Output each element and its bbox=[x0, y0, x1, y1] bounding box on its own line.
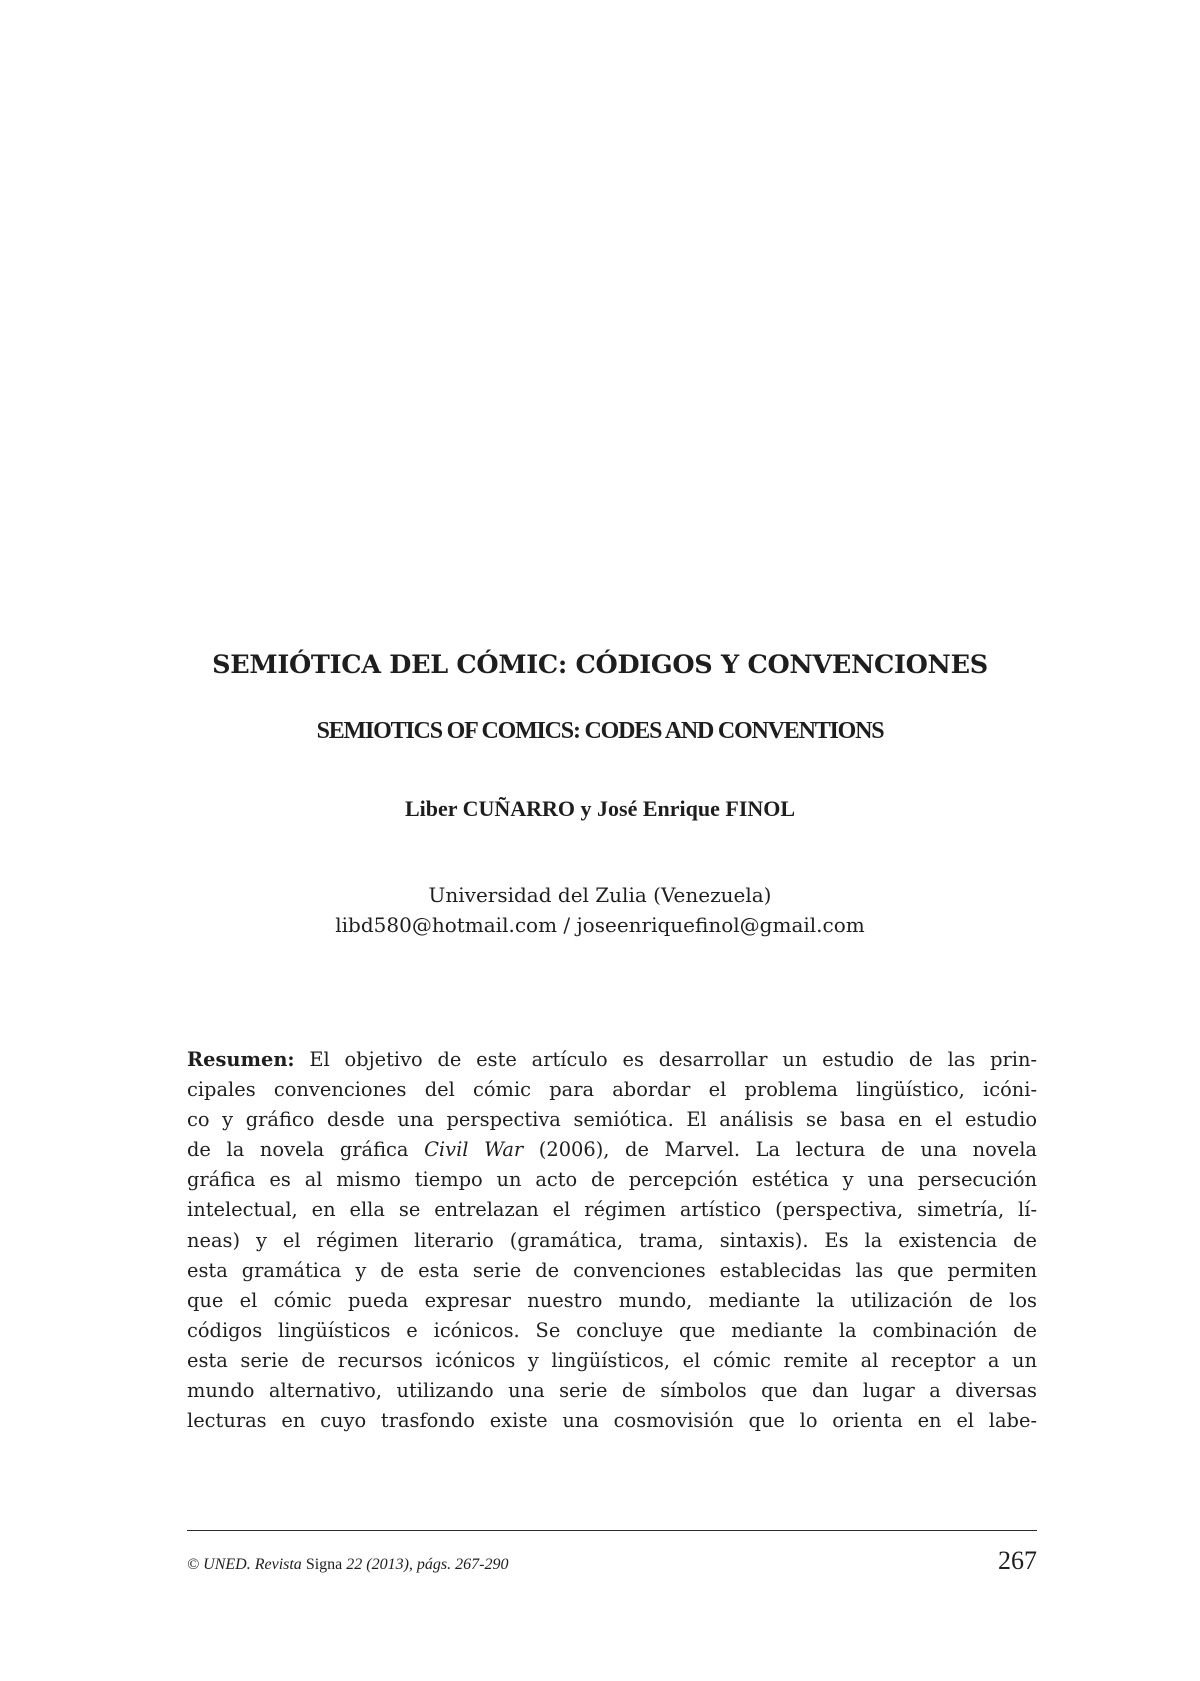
page-number: 267 bbox=[998, 1546, 1037, 1575]
author-emails: libd580@hotmail.com / joseenriquefinol@gmail.com bbox=[335, 913, 865, 937]
work-title: Civil War bbox=[424, 1138, 524, 1162]
abstract-line: esta serie de recursos icónicos y lingüísticos, el cómic remite al receptor a un bbox=[187, 1348, 1037, 1372]
citation-text: 22 (2013), págs. 267-290 bbox=[342, 1556, 509, 1573]
abstract-line: códigos lingüísticos e icónicos. Se concluye que mediante la combinación de bbox=[187, 1318, 1037, 1342]
article-title: SEMIÓTICA DEL CÓMIC: CÓDIGOS Y CONVENCIONES bbox=[212, 650, 988, 680]
abstract-label: Resumen: bbox=[187, 1048, 295, 1071]
footer-rule bbox=[187, 1530, 1037, 1531]
abstract-line: lecturas en cuyo trasfondo existe una cosmovisión que lo orienta en el labe- bbox=[187, 1409, 1037, 1433]
abstract-line: esta gramática y de esta serie de convenciones establecidas las que permiten bbox=[187, 1258, 1037, 1282]
article-subtitle: SEMIOTICS OF COMICS: CODES AND CONVENTIONS bbox=[316, 718, 884, 744]
abstract-text: (2006), de Marvel. La lectura de una novela bbox=[523, 1138, 1037, 1162]
abstract-line bbox=[187, 1135, 1037, 1165]
abstract-text: El objetivo de este artículo es desarrollar un estudio de las prin- bbox=[294, 1048, 1037, 1071]
affiliation-block bbox=[0, 880, 1200, 940]
abstract-line: neas) y el régimen literario (gramática, trama, sintaxis). Es la existencia de bbox=[187, 1228, 1037, 1252]
authors: Liber CUÑARRO y José Enrique FINOL bbox=[404, 796, 796, 821]
citation-text: © UNED. Revista bbox=[187, 1556, 306, 1573]
affiliation: Universidad del Zulia (Venezuela) bbox=[428, 883, 772, 907]
abstract-line: cipales convenciones del cómic para abordar el problema lingüístico, icóni- bbox=[187, 1078, 1037, 1102]
abstract-line bbox=[187, 1045, 1037, 1075]
abstract-line: mundo alternativo, utilizando una serie de símbolos que dan lugar a diversas bbox=[187, 1379, 1037, 1403]
abstract bbox=[187, 1045, 1037, 1436]
abstract-text: de la novela gráfica bbox=[187, 1138, 425, 1162]
journal-name: Signa bbox=[305, 1556, 343, 1573]
abstract-line: gráfica es al mismo tiempo un acto de percepción estética y una persecución bbox=[187, 1168, 1037, 1192]
footer-citation bbox=[187, 1556, 508, 1574]
abstract-line: que el cómic pueda expresar nuestro mundo, mediante la utilización de los bbox=[187, 1288, 1037, 1312]
abstract-line: co y gráfico desde una perspectiva semiótica. El análisis se basa en el estudio bbox=[187, 1108, 1037, 1132]
abstract-line: intelectual, en ella se entrelazan el régimen artístico (perspectiva, simetría, lí- bbox=[187, 1198, 1037, 1222]
